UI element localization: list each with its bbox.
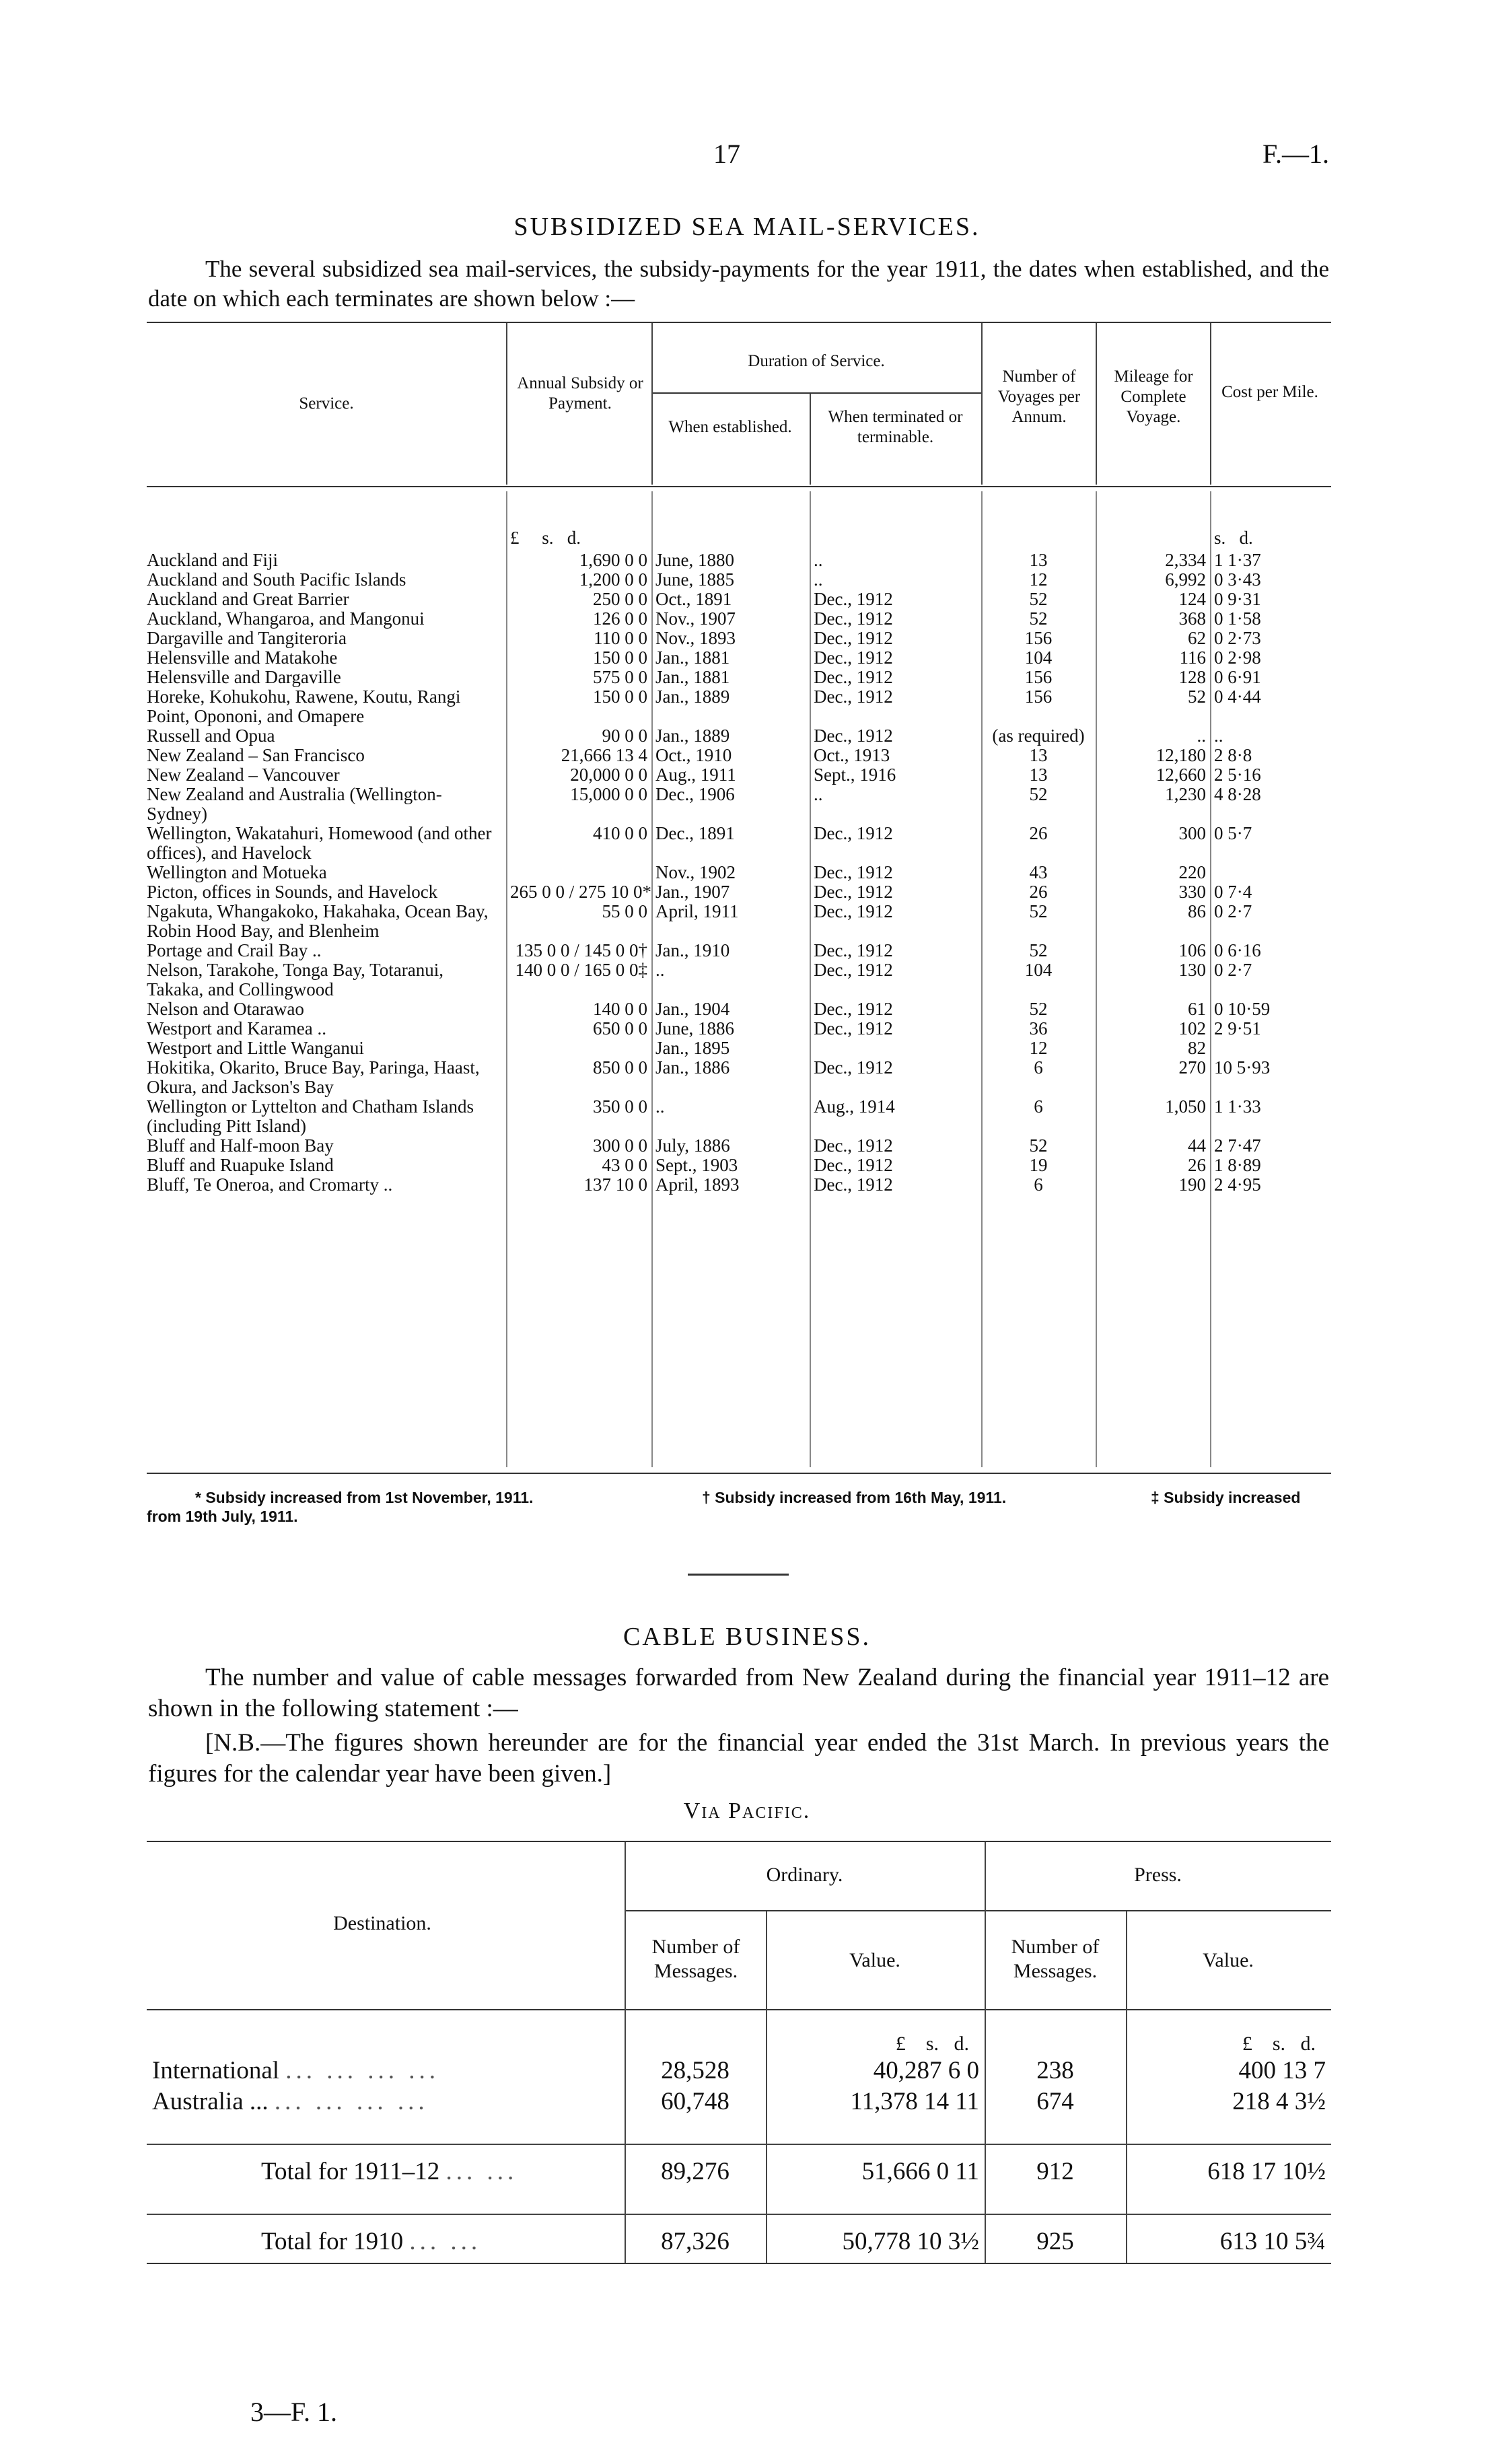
service-cell: Wellington, Wakatahuri, Homewood (and other offices), and Havelock	[147, 823, 492, 863]
mail-col-divider	[1210, 323, 1211, 485]
cable-units-row	[147, 2033, 1331, 2055]
press-value-cell: 218 4 3½	[1232, 2088, 1326, 2115]
voyages-cell: 19	[1029, 1155, 1048, 1175]
voyages-cell: 104	[1024, 960, 1053, 980]
mileage-cell: 128	[1178, 667, 1206, 687]
mileage-cell: 300	[1178, 823, 1206, 843]
established-cell: Jan., 1895	[655, 1038, 730, 1058]
footnote-ddagger-continued: from 19th July, 1911.	[147, 1508, 298, 1525]
cost-cell: 10 5·93	[1214, 1057, 1271, 1078]
footnote-star: * Subsidy increased from 1st November, 1911.	[195, 1489, 534, 1506]
col-header-mileage: Mileage for Complete Voyage.	[1114, 367, 1193, 426]
terminated-cell: Dec., 1912	[814, 628, 893, 648]
pounds-unit: £	[510, 528, 520, 548]
established-cell: Jan., 1904	[655, 999, 730, 1019]
service-row	[147, 1156, 1331, 1175]
service-cell: Auckland and Great Barrier	[147, 589, 349, 609]
service-row	[147, 648, 1331, 668]
terminated-cell: Dec., 1912	[814, 1057, 893, 1078]
mileage-cell: 86	[1188, 901, 1206, 921]
press-value-cell: 618 17 10½	[1207, 2158, 1326, 2185]
terminated-cell: Aug., 1914	[814, 1096, 895, 1117]
ord-value-cell: 51,666 0 11	[861, 2158, 979, 2185]
terminated-cell: Dec., 1912	[814, 901, 893, 921]
mileage-cell: 1,230	[1165, 784, 1206, 804]
service-cell: Westport and Little Wanganui	[147, 1038, 364, 1058]
voyages-cell: 12	[1029, 1038, 1048, 1058]
cost-cell: 4 8·28	[1214, 784, 1261, 804]
cost-cell: 2 8·8	[1214, 745, 1252, 765]
cable-header-ord-messages: Number of Messages.	[651, 1936, 740, 1982]
voyages-cell: 26	[1029, 823, 1048, 843]
cable-table-bottom-rule	[147, 2263, 1331, 2264]
service-row	[147, 941, 1331, 960]
cost-cell: 2 7·47	[1214, 1135, 1261, 1156]
col-header-subsidy: Annual Subsidy or Payment.	[517, 374, 643, 413]
service-cell: Nelson and Otarawao	[147, 999, 304, 1019]
service-cell: Wellington or Lyttelton and Chatham Islands (including Pitt Island)	[147, 1096, 474, 1136]
voyages-cell: 43	[1029, 862, 1048, 882]
cost-cell: 0 2·7	[1214, 901, 1252, 921]
service-row	[147, 609, 1331, 629]
cost-cell: 2 5·16	[1214, 765, 1261, 785]
report-reference: F.—1.	[1262, 139, 1329, 169]
cable-header-ordinary: Ordinary.	[766, 1864, 843, 1886]
duration-subheader-rule	[651, 392, 981, 394]
subsidy-cell: 1,690 0 0	[579, 550, 647, 570]
cable-section-note: [N.B.—The figures shown hereunder are for the financial year ended the 31st March. In previous years the figures for the calendar year have been given.]	[148, 1729, 1329, 1788]
service-row	[147, 590, 1331, 609]
mail-col-divider	[810, 394, 811, 485]
mail-col-divider	[1096, 323, 1097, 485]
total-label: Total for 1911–12	[261, 2158, 440, 2185]
cable-row-australia	[147, 2086, 1331, 2117]
subsidy-cell: 140 0 0 / 165 0 0‡	[515, 960, 647, 980]
cable-subheader-rule	[625, 1910, 1331, 1911]
subsidy-cell: 20,000 0 0	[570, 765, 647, 785]
mileage-cell: 52	[1188, 687, 1206, 707]
subsidy-cell: 850 0 0	[593, 1057, 647, 1078]
ord-value-units	[766, 2033, 985, 2055]
service-cell: Helensville and Matakohe	[147, 647, 338, 668]
ord-messages-cell: 87,326	[661, 2228, 730, 2255]
service-row	[147, 785, 1331, 824]
service-cell: Picton, offices in Sounds, and Havelock	[147, 882, 438, 902]
col-header-duration: Duration of Service.	[748, 352, 885, 370]
terminated-cell: Dec., 1912	[814, 608, 893, 629]
mileage-cell: 106	[1178, 940, 1206, 960]
mileage-cell: 44	[1188, 1135, 1206, 1156]
pence-unit: d.	[567, 528, 581, 548]
terminated-cell: Dec., 1912	[814, 940, 893, 960]
mileage-cell: 116	[1179, 647, 1206, 668]
established-cell: Jan., 1886	[655, 1057, 730, 1078]
ord-value-cell: 11,378 14 11	[850, 2088, 979, 2115]
mileage-cell: 102	[1178, 1018, 1206, 1039]
service-row	[147, 960, 1331, 999]
subsidy-cell: 90 0 0	[602, 726, 647, 746]
service-cell: Auckland and South Pacific Islands	[147, 569, 406, 590]
voyages-cell: 6	[1034, 1096, 1043, 1117]
voyages-cell: 52	[1029, 589, 1048, 609]
cost-cell: 1 8·89	[1214, 1155, 1261, 1175]
established-cell: Nov., 1893	[655, 628, 736, 648]
mail-services-table	[147, 528, 1331, 1195]
mileage-cell: 12,660	[1155, 765, 1206, 785]
subsidy-cell: 1,200 0 0	[579, 569, 647, 590]
mileage-cell: 130	[1178, 960, 1206, 980]
destination-label: Australia ...	[152, 2088, 269, 2115]
established-cell: April, 1893	[655, 1174, 740, 1195]
col-header-cost: Cost per Mile.	[1221, 383, 1318, 401]
voyages-cell: 13	[1029, 745, 1048, 765]
mileage-cell: 1,050	[1165, 1096, 1206, 1117]
service-cell: Bluff and Ruapuke Island	[147, 1155, 334, 1175]
service-cell: New Zealand – Vancouver	[147, 765, 340, 785]
cost-s-unit: s.	[1214, 528, 1226, 548]
service-cell: Horeke, Kohukohu, Rawene, Koutu, Rangi Point, Opononi, and Omapere	[147, 687, 461, 726]
destination-cell: Australia ... ... ... ... ...	[152, 2088, 429, 2115]
cost-cell: 0 6·91	[1214, 667, 1261, 687]
cable-header-press-value: Value.	[1203, 1949, 1254, 1971]
established-cell: Jan., 1881	[655, 667, 730, 687]
service-row	[147, 882, 1331, 902]
terminated-cell: Dec., 1912	[814, 960, 893, 980]
terminated-cell: Dec., 1912	[814, 1155, 893, 1175]
service-cell: Dargaville and Tangiteroria	[147, 628, 347, 648]
subsidy-cell: 137 10 0	[583, 1174, 647, 1195]
pence-unit: d.	[954, 2033, 969, 2055]
mileage-cell: 12,180	[1155, 745, 1206, 765]
press-messages-cell: 674	[1036, 2088, 1074, 2115]
service-cell: Bluff, Te Oneroa, and Cromarty ..	[147, 1174, 393, 1195]
mileage-cell: ..	[1197, 726, 1206, 746]
established-cell: Nov., 1902	[655, 862, 736, 882]
terminated-cell: Dec., 1912	[814, 823, 893, 843]
mileage-cell: 124	[1178, 589, 1206, 609]
destination-cell: International ... ... ... ...	[152, 2057, 440, 2084]
established-cell: July, 1886	[655, 1135, 730, 1156]
cost-cell	[1210, 863, 1331, 882]
mail-section-title: SUBSIDIZED SEA MAIL-SERVICES.	[513, 213, 981, 241]
established-cell: Oct., 1910	[655, 745, 732, 765]
ord-messages-cell: 28,528	[661, 2057, 730, 2084]
mail-col-divider	[506, 323, 507, 485]
col-header-voyages: Number of Voyages per Annum.	[997, 367, 1081, 426]
service-cell: Wellington and Motueka	[147, 862, 327, 882]
ord-value-cell: 50,778 10 3½	[842, 2228, 979, 2255]
shillings-unit: s.	[542, 528, 554, 548]
voyages-cell: 13	[1029, 550, 1048, 570]
voyages-cell: 52	[1029, 608, 1048, 629]
mileage-cell: 220	[1178, 862, 1206, 882]
cost-cell: 2 4·95	[1214, 1174, 1261, 1195]
service-row	[147, 668, 1331, 687]
mail-table-top-rule	[147, 322, 1331, 323]
established-cell: ..	[655, 960, 665, 980]
cost-cell: 1 1·37	[1214, 550, 1261, 570]
cable-table-header-rule	[147, 2009, 1331, 2010]
service-row	[147, 902, 1331, 941]
total-label-cell: Total for 1910 ... ...	[261, 2228, 482, 2255]
service-cell: New Zealand – San Francisco	[147, 745, 365, 765]
ord-value-cell: 40,287 6 0	[873, 2057, 979, 2084]
subsidy-cell: 575 0 0	[593, 667, 647, 687]
mileage-cell: 6,992	[1165, 569, 1206, 590]
subsidy-cell: 15,000 0 0	[570, 784, 647, 804]
cost-cell: ..	[1214, 726, 1223, 746]
cost-cell: 0 9·31	[1214, 589, 1261, 609]
terminated-cell: Dec., 1912	[814, 1135, 893, 1156]
voyages-cell: 156	[1024, 667, 1053, 687]
subsidy-cell	[506, 863, 651, 882]
col-header-terminated: When terminated or terminable.	[828, 408, 963, 446]
service-cell: Ngakuta, Whangakoko, Hakahaka, Ocean Bay, Robin Hood Bay, and Blenheim	[147, 901, 489, 941]
voyages-cell: 6	[1034, 1174, 1043, 1195]
cable-total-1911	[147, 2156, 1331, 2187]
ord-messages-cell: 60,748	[661, 2088, 730, 2115]
cost-cell: 0 2·73	[1214, 628, 1261, 648]
subsidy-cell: 21,666 13 4	[561, 745, 647, 765]
established-cell: April, 1911	[655, 901, 739, 921]
established-cell: Oct., 1891	[655, 589, 732, 609]
cable-header-destination: Destination.	[333, 1912, 431, 1934]
subsidy-cell: 150 0 0	[593, 647, 647, 668]
units-row	[147, 528, 1331, 551]
established-cell: Jan., 1881	[655, 647, 730, 668]
service-cell: New Zealand and Australia (Wellington-Sydney)	[147, 784, 442, 824]
cost-cell: 0 2·7	[1214, 960, 1252, 980]
subsidy-cell: 140 0 0	[593, 999, 647, 1019]
voyages-cell: 156	[1024, 628, 1053, 648]
established-cell: Nov., 1907	[655, 608, 736, 629]
press-value-units	[1126, 2033, 1331, 2055]
terminated-cell: Sept., 1916	[814, 765, 896, 785]
service-row	[147, 570, 1331, 590]
cable-table-top-rule	[147, 1841, 1331, 1842]
cost-cell: 1 1·33	[1214, 1096, 1261, 1117]
subsidy-cell: 410 0 0	[593, 823, 647, 843]
cable-section-title: CABLE BUSINESS.	[622, 1623, 872, 1651]
mileage-cell: 62	[1188, 628, 1206, 648]
established-cell: ..	[655, 1096, 665, 1117]
subsidy-cell: 350 0 0	[593, 1096, 647, 1117]
mileage-cell: 82	[1188, 1038, 1206, 1058]
service-row	[147, 629, 1331, 648]
mail-section-intro: The several subsidized sea mail-services, the subsidy-payments for the year 1911, the dates when established, and the date on which each terminates are shown below :—	[148, 256, 1329, 312]
cable-row-international	[147, 2055, 1331, 2086]
cost-cell: 2 9·51	[1214, 1018, 1261, 1039]
subsidy-cell: 300 0 0	[593, 1135, 647, 1156]
press-value-cell: 613 10 5¾	[1219, 2228, 1326, 2255]
voyages-cell: (as required)	[992, 726, 1085, 746]
press-messages-cell: 238	[1036, 2057, 1074, 2084]
mail-table-header-rule	[147, 486, 1331, 487]
service-cell: Bluff and Half-moon Bay	[147, 1135, 334, 1156]
page-number: 17	[713, 139, 740, 169]
established-cell: Dec., 1906	[655, 784, 735, 804]
service-row	[147, 1097, 1331, 1136]
press-value-cell: 400 13 7	[1238, 2057, 1326, 2084]
service-row	[147, 1058, 1331, 1097]
voyages-cell: 52	[1029, 999, 1048, 1019]
voyages-cell: 156	[1024, 687, 1053, 707]
mail-col-divider	[981, 323, 983, 485]
established-cell: Aug., 1911	[655, 765, 736, 785]
cost-cell: 0 6·16	[1214, 940, 1261, 960]
cost-cell: 0 7·4	[1214, 882, 1252, 902]
mileage-cell: 61	[1188, 999, 1206, 1019]
subsidy-cell: 110 0 0	[594, 628, 647, 648]
cable-header-press-messages: Number of Messages.	[1011, 1936, 1100, 1982]
cost-cell: 0 3·43	[1214, 569, 1261, 590]
press-messages-cell: 912	[1036, 2158, 1074, 2185]
service-row	[147, 765, 1331, 785]
established-cell: June, 1886	[655, 1018, 734, 1039]
established-cell: Jan., 1889	[655, 687, 730, 707]
voyages-cell: 52	[1029, 940, 1048, 960]
terminated-cell: Dec., 1912	[814, 862, 893, 882]
cost-cell	[1210, 1039, 1331, 1058]
voyages-cell: 104	[1024, 647, 1053, 668]
cost-units	[1210, 528, 1331, 551]
cable-subtitle: Via Pacific.	[683, 1798, 811, 1823]
subsidy-cell: 265 0 0 / 275 10 0*	[510, 882, 652, 902]
established-cell: June, 1880	[655, 550, 734, 570]
footnote-ddagger: ‡ Subsidy increased	[1151, 1489, 1301, 1506]
cost-cell: 0 1·58	[1214, 608, 1261, 629]
subsidy-cell	[506, 1039, 651, 1058]
press-messages-cell: 925	[1036, 2228, 1074, 2255]
terminated-cell: Dec., 1912	[814, 726, 893, 746]
voyages-cell: 52	[1029, 1135, 1048, 1156]
pounds-unit: £	[895, 2033, 906, 2055]
service-row	[147, 863, 1331, 882]
service-row	[147, 746, 1331, 765]
cost-cell: 0 2·98	[1214, 647, 1261, 668]
subsidy-cell: 135 0 0 / 145 0 0†	[515, 940, 647, 960]
service-row	[147, 726, 1331, 746]
service-row	[147, 551, 1331, 570]
signature-mark: 3—F. 1.	[250, 2397, 338, 2427]
cable-table	[147, 2033, 1331, 2257]
shillings-unit: s.	[925, 2033, 939, 2055]
established-cell: Jan., 1907	[655, 882, 730, 902]
subsidy-cell: 126 0 0	[593, 608, 647, 629]
col-header-service: Service.	[299, 394, 354, 413]
terminated-cell: Dec., 1912	[814, 667, 893, 687]
service-cell: Hokitika, Okarito, Bruce Bay, Paringa, Haast, Okura, and Jackson's Bay	[147, 1057, 480, 1097]
subsidy-cell: 650 0 0	[593, 1018, 647, 1039]
established-cell: Sept., 1903	[655, 1155, 738, 1175]
section-separator	[688, 1574, 789, 1576]
subsidy-cell: 250 0 0	[593, 589, 647, 609]
cost-cell: 0 4·44	[1214, 687, 1261, 707]
mileage-cell: 368	[1178, 608, 1206, 629]
total-label: Total for 1910	[261, 2228, 404, 2255]
service-cell: Westport and Karamea ..	[147, 1018, 326, 1039]
service-cell: Auckland and Fiji	[147, 550, 278, 570]
service-row	[147, 999, 1331, 1019]
ord-messages-cell: 89,276	[661, 2158, 730, 2185]
voyages-cell: 52	[1029, 784, 1048, 804]
destination-label: International	[152, 2057, 280, 2084]
voyages-cell: 52	[1029, 901, 1048, 921]
col-header-established: When established.	[668, 418, 792, 436]
service-row	[147, 1039, 1331, 1058]
cable-total-1910	[147, 2226, 1331, 2257]
mileage-cell: 2,334	[1165, 550, 1206, 570]
terminated-cell: ..	[814, 569, 823, 590]
pence-unit: d.	[1300, 2033, 1316, 2055]
service-cell: Nelson, Tarakohe, Tonga Bay, Totaranui, Takaka, and Collingwood	[147, 960, 443, 999]
service-cell: Auckland, Whangaroa, and Mangonui	[147, 608, 425, 629]
terminated-cell: Dec., 1912	[814, 882, 893, 902]
mileage-cell: 270	[1178, 1057, 1206, 1078]
established-cell: Jan., 1889	[655, 726, 730, 746]
terminated-cell: Dec., 1912	[814, 1174, 893, 1195]
mileage-cell: 190	[1178, 1174, 1206, 1195]
service-cell: Russell and Opua	[147, 726, 275, 746]
voyages-cell: 36	[1029, 1018, 1048, 1039]
established-cell: Jan., 1910	[655, 940, 730, 960]
terminated-cell: Dec., 1912	[814, 999, 893, 1019]
terminated-cell: ..	[814, 784, 823, 804]
shillings-unit: s.	[1272, 2033, 1285, 2055]
mail-col-divider	[651, 323, 653, 485]
terminated-cell: Dec., 1912	[814, 647, 893, 668]
cable-header-press: Press.	[1134, 1864, 1182, 1886]
cost-cell: 0 10·59	[1214, 999, 1271, 1019]
terminated-cell	[810, 1039, 981, 1058]
service-row	[147, 687, 1331, 726]
terminated-cell: Dec., 1912	[814, 589, 893, 609]
terminated-cell: Oct., 1913	[814, 745, 890, 765]
footnote-dagger: † Subsidy increased from 16th May, 1911.	[702, 1489, 1007, 1506]
cost-d-unit: d.	[1239, 528, 1253, 548]
voyages-cell: 6	[1034, 1057, 1043, 1078]
voyages-cell: 12	[1029, 569, 1048, 590]
mileage-cell: 26	[1188, 1155, 1206, 1175]
voyages-cell: 13	[1029, 765, 1048, 785]
cost-cell: 0 5·7	[1214, 823, 1252, 843]
cable-section-intro: The number and value of cable messages forwarded from New Zealand during the financial year 1911–12 are shown in the following statement :—	[148, 1664, 1329, 1722]
mileage-cell: 330	[1178, 882, 1206, 902]
terminated-cell: Dec., 1912	[814, 687, 893, 707]
service-row	[147, 1019, 1331, 1039]
service-row	[147, 1136, 1331, 1156]
service-row	[147, 824, 1331, 863]
service-row	[147, 1175, 1331, 1195]
subsidy-units	[506, 528, 651, 551]
service-cell: Helensville and Dargaville	[147, 667, 341, 687]
terminated-cell: Dec., 1912	[814, 1018, 893, 1039]
pounds-unit: £	[1242, 2033, 1252, 2055]
service-cell: Portage and Crail Bay ..	[147, 940, 322, 960]
subsidy-cell: 43 0 0	[602, 1155, 647, 1175]
voyages-cell: 26	[1029, 882, 1048, 902]
established-cell: June, 1885	[655, 569, 734, 590]
mail-table-bottom-rule	[147, 1473, 1331, 1474]
total-label-cell: Total for 1911–12 ... ...	[261, 2158, 518, 2185]
terminated-cell: ..	[814, 550, 823, 570]
subsidy-cell: 150 0 0	[593, 687, 647, 707]
established-cell: Dec., 1891	[655, 823, 735, 843]
cable-header-ord-value: Value.	[849, 1949, 900, 1971]
subsidy-cell: 55 0 0	[602, 901, 647, 921]
